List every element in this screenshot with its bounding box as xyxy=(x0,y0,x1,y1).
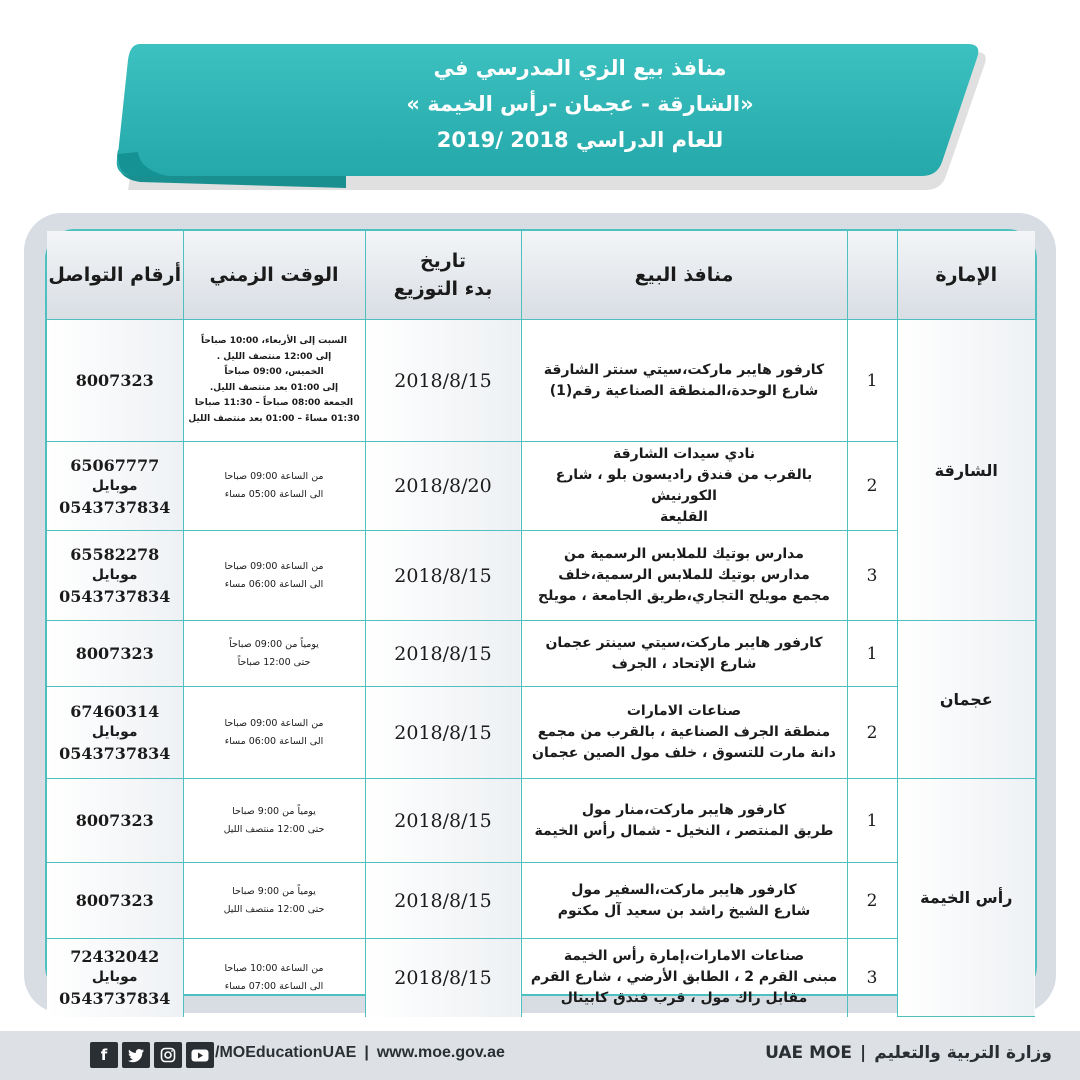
row-number: 1 xyxy=(847,320,897,442)
mobile-label: موبايل xyxy=(91,477,138,494)
time-line: يومياً من 9:00 صباحا xyxy=(232,885,316,897)
row-number: 2 xyxy=(847,442,897,531)
row-number: 3 xyxy=(847,531,897,621)
time-cell xyxy=(183,779,365,863)
phone-number: 65582278 xyxy=(70,545,160,564)
twitter-icon[interactable] xyxy=(122,1042,150,1068)
row-number: 1 xyxy=(847,779,897,863)
table-row xyxy=(47,320,1035,442)
phone-number: 8007323 xyxy=(75,811,154,830)
contact-cell xyxy=(47,687,183,779)
mobile-number: 0543737834 xyxy=(59,587,171,606)
date-cell: 2018/8/15 xyxy=(365,531,521,621)
time-cell xyxy=(183,687,365,779)
row-number: 1 xyxy=(847,621,897,687)
time-line: 01:30 مساءً – 01:00 بعد منتصف الليل xyxy=(188,413,360,424)
outlet-line: شارع الإتحاد ، الجرف xyxy=(611,655,757,672)
outlet-line: طريق المنتصر ، النخيل - شمال رأس الخيمة xyxy=(534,822,834,839)
emirate-ajman: عجمان xyxy=(897,621,1035,779)
emirate-sharjah: الشارقة xyxy=(897,320,1035,621)
mobile-label: موبايل xyxy=(91,969,138,986)
outlet-line: مبنى القرم 2 ، الطابق الأرضي ، شارع القرم xyxy=(530,969,838,986)
outlet-line: شارع الوحدة،المنطقة الصناعية رقم(1) xyxy=(549,382,819,399)
outlet-line: بالقرب من فندق راديسون بلو ، شارع الكورنيش xyxy=(555,467,813,504)
time-line: من الساعة 10:00 صباحا xyxy=(224,962,324,974)
time-cell xyxy=(183,863,365,939)
time-cell xyxy=(183,320,365,442)
outlet-line: مدارس بوتيك للملابس الرسمية،خلف xyxy=(558,567,810,583)
row-number: 2 xyxy=(847,687,897,779)
time-line: إلى 12:00 منتصف الليل . xyxy=(216,351,332,362)
outlet-cell xyxy=(521,320,847,442)
col-date-line-1: تاريخ xyxy=(419,250,467,272)
mobile-number: 0543737834 xyxy=(59,497,171,517)
table-row xyxy=(47,939,1035,1017)
phone-number: 8007323 xyxy=(75,371,154,390)
outlet-cell xyxy=(521,863,847,939)
contact-cell xyxy=(47,320,183,442)
footer-links xyxy=(215,1044,505,1062)
outlet-line: مجمع مويلح التجاري،طريق الجامعة ، مويلح xyxy=(538,588,830,604)
mobile-number: 0543737834 xyxy=(59,989,171,1009)
table-row xyxy=(47,442,1035,531)
contact-cell xyxy=(47,621,183,687)
time-cell xyxy=(183,939,365,1017)
phone-number: 8007323 xyxy=(75,891,154,910)
contact-cell xyxy=(47,863,183,939)
col-outlets: منافذ البيع xyxy=(521,231,847,320)
table-row xyxy=(47,687,1035,779)
contact-cell xyxy=(47,442,183,531)
col-date-line-2: بدء التوزيع xyxy=(393,278,493,300)
outlet-line: دانة مارت للتسوق ، خلف مول الصين عجمان xyxy=(532,745,836,761)
table-row xyxy=(47,621,1035,687)
time-line: من الساعة 09:00 صباحا xyxy=(224,717,324,729)
col-time: الوقت الزمني xyxy=(183,231,365,320)
time-line: يومياً من 09:00 صباحاً xyxy=(229,638,319,650)
table-header-row xyxy=(47,231,1035,320)
phone-number: 67460314 xyxy=(70,702,160,721)
time-line: الى الساعة 07:00 مساء xyxy=(224,980,324,992)
time-cell xyxy=(183,442,365,531)
separator: | xyxy=(364,1044,369,1061)
date-cell: 2018/8/15 xyxy=(365,863,521,939)
row-number: 2 xyxy=(847,863,897,939)
time-line: من الساعة 09:00 صباحا xyxy=(224,560,324,572)
outlet-line: كارفور هايبر ماركت،سيتي سينتر عجمان xyxy=(545,634,823,651)
time-line: الخميس، 09:00 صباحاً xyxy=(224,367,324,377)
contact-cell xyxy=(47,939,183,1017)
time-line: يومياً من 9:00 صباحا xyxy=(232,805,316,817)
outlet-line: مدارس بوتيك للملابس الرسمية من xyxy=(564,546,804,562)
mobile-label: موبايل xyxy=(91,724,138,740)
facebook-icon[interactable]: f xyxy=(90,1042,118,1068)
table-row xyxy=(47,531,1035,621)
instagram-icon[interactable] xyxy=(154,1042,182,1068)
date-cell: 2018/8/15 xyxy=(365,320,521,442)
emirate-ras-al-khaimah: رأس الخيمة xyxy=(897,779,1035,1017)
website-link[interactable]: www.moe.gov.ae xyxy=(376,1044,505,1061)
mobile-label: موبايل xyxy=(91,567,138,583)
youtube-icon[interactable] xyxy=(186,1042,214,1068)
time-line: حتى 12:00 منتصف الليل xyxy=(223,903,325,915)
outlet-cell xyxy=(521,687,847,779)
social-icons xyxy=(90,1042,214,1068)
footer-bar xyxy=(0,1031,1080,1080)
date-cell: 2018/8/15 xyxy=(365,939,521,1017)
social-handle-link[interactable]: /MOEducationUAE xyxy=(215,1044,357,1061)
mobile-number: 0543737834 xyxy=(59,744,171,763)
outlet-line: منطقة الجرف الصناعية ، بالقرب من مجمع xyxy=(537,724,831,740)
time-cell xyxy=(183,531,365,621)
col-emirate: الإمارة xyxy=(897,231,1035,320)
outlet-line: صناعات الامارات xyxy=(626,703,742,719)
outlet-line: نادي سيدات الشارقة xyxy=(613,446,755,462)
date-cell: 2018/8/15 xyxy=(365,779,521,863)
outlet-line: القليعة xyxy=(660,509,708,525)
outlet-line: مقابل راك مول ، قرب فندق كابيتال xyxy=(560,990,808,1007)
header-ribbon xyxy=(0,0,1080,200)
table-row xyxy=(47,863,1035,939)
outlet-cell xyxy=(521,939,847,1017)
outlets-table-frame xyxy=(45,229,1037,1009)
outlet-line: صناعات الامارات،إمارة رأس الخيمة xyxy=(563,948,805,965)
outlet-cell xyxy=(521,621,847,687)
table-row xyxy=(47,779,1035,863)
time-line: الى الساعة 06:00 مساء xyxy=(224,578,324,590)
phone-number: 65067777 xyxy=(70,455,160,475)
outlet-cell xyxy=(521,779,847,863)
outlet-line: كارفور هايبر ماركت،السفير مول xyxy=(571,881,797,898)
time-line: السبت إلى الأربعاء، 10:00 صباحاً xyxy=(200,336,348,346)
phone-number: 8007323 xyxy=(75,644,154,663)
title-line-3: للعام الدراسي 2018 /2019 xyxy=(436,128,724,152)
time-line: الى الساعة 05:00 مساء xyxy=(224,489,324,500)
outlet-cell xyxy=(521,531,847,621)
outlet-line: كارفور هايبر ماركت،سيتي سنتر الشارقة xyxy=(543,361,825,378)
time-cell xyxy=(183,621,365,687)
time-line: إلى 01:00 بعد منتصف الليل. xyxy=(209,382,339,393)
outlets-table xyxy=(47,231,1035,1017)
title-line-1: منافذ بيع الزي المدرسي في xyxy=(433,56,727,80)
col-date xyxy=(365,231,521,320)
outlet-cell xyxy=(521,442,847,531)
time-line: حتى 12:00 منتصف الليل xyxy=(223,823,325,835)
phone-number: 72432042 xyxy=(70,947,160,967)
ministry-english: UAE MOE xyxy=(765,1043,853,1063)
time-line: الجمعة 08:00 صباحاً – 11:30 صباحا xyxy=(194,398,354,408)
date-cell: 2018/8/15 xyxy=(365,687,521,779)
col-contact: أرقام التواصل xyxy=(47,231,183,320)
row-number: 3 xyxy=(847,939,897,1017)
date-cell: 2018/8/20 xyxy=(365,442,521,531)
separator: | xyxy=(860,1043,867,1063)
ministry-arabic: وزارة التربية والتعليم xyxy=(874,1043,1052,1063)
contact-cell xyxy=(47,531,183,621)
contact-cell xyxy=(47,779,183,863)
date-cell: 2018/8/15 xyxy=(365,621,521,687)
ministry-brand xyxy=(765,1043,1052,1063)
outlet-line: كارفور هايبر ماركت،منار مول xyxy=(581,801,787,818)
time-line: الى الساعة 06:00 مساء xyxy=(224,735,324,747)
outlet-line: شارع الشيخ راشد بن سعيد آل مكتوم xyxy=(557,902,811,919)
ribbon-title xyxy=(300,50,860,158)
time-line: حتى 12:00 صباحاً xyxy=(237,656,311,668)
time-line: من الساعة 09:00 صباحا xyxy=(224,471,324,482)
title-line-2: «الشارقة - عجمان -رأس الخيمة » xyxy=(406,92,754,116)
col-number xyxy=(847,231,897,320)
